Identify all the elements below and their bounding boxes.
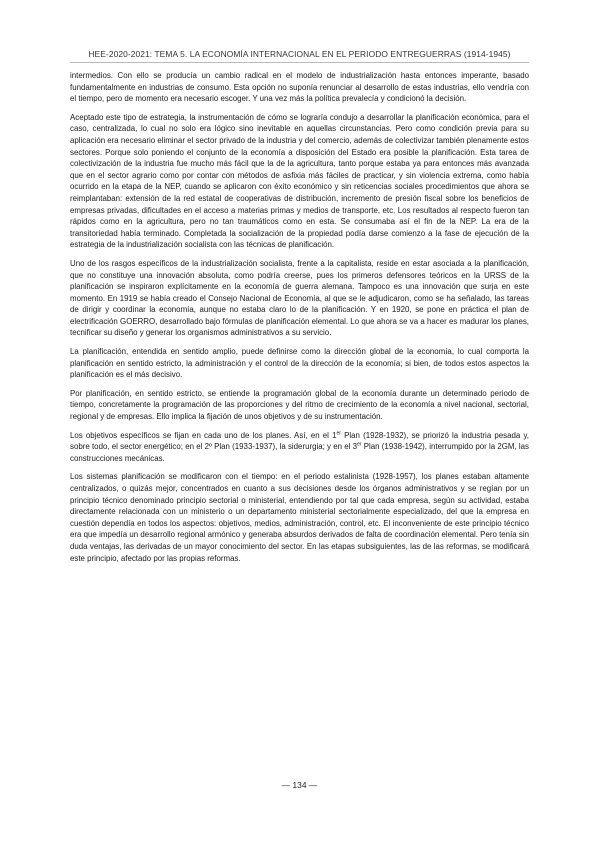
header-divider [70, 62, 529, 63]
paragraph-2: Aceptado este tipo de estrategia, la instrumentación de cómo se lograría condujo a desarrollar la planificación económica, para el caso, centralizada, lo cual no solo era lógico sino inevitable en aquellas circunstancias. Pero como condición previa para su aplicación era necesario eliminar el sector privado de la industria y del comercio, además de colectivizar también plenamente estos sectores. Porque solo poniendo el conjunto de la economía a disposición del Estado era posible la planificación. Esta tarea de colectivización de la industria fue mucho más fácil que la de la agricultura, tanto porque estaba ya para entonces más avanzada que en el sector agrario como por contar con métodos de asfixia más fáciles de practicar, y sin violencia extrema, como había ocurrido en la etapa de la NEP, cuando se aplicaron con éxito económico y sin reticencias sociales procedimientos que ahora se reimplantaban: extensión de la red estatal de cooperativas de distribución, incremento de presión fiscal sobre los beneficios de empresas privadas, dificultades en el acceso a materias primas y medios de transporte, etc. Los resultados al respecto fueron tan rápidos como en la agricultura, pero no tan traumáticos como en esta. Se consumaba así el fin de la NEP. La era de la transitoriedad había terminado. Completada la socialización de la propiedad podía darse comienzo a la fase de ejecución de la estrategia de la industrialización socialista con las técnicas de planificación. [70, 112, 529, 250]
paragraph-3: Uno de los rasgos específicos de la industrialización socialista, frente a la capitalista, reside en estar asociada a la planificación, que no constituye una innovación absoluta, como podría creerse, pues los primeros defensores teóricos en la URSS de la planificación se inspiraron explícitamente en la economía de guerra alemana. Tampoco es una innovación que surja en este momento. En 1919 se había creado el Consejo Nacional de Economía, al que se le adjudicaron, como se ha señalado, las tareas de dirigir y coordinar la economía, aunque no estaba claro lo de la planificación. Y en 1920, se pone en práctica el plan de electrificación GOERRO, desarrollado bajo fórmulas de planificación elemental. Lo que ahora se va a hacer es madurar los planes, tecnificar su diseño y generar los organismos administrativos a su servicio. [70, 258, 529, 338]
paragraph-4: La planificación, entendida en sentido amplio, puede definirse como la dirección global de la economía, lo cual comporta la planificación en sentido estricto, la administración y el control de la dirección de la economía; si bien, de todos estos aspectos la planificación es el más decisivo. [70, 347, 529, 380]
page-body [70, 70, 529, 571]
paragraph-6 [70, 430, 529, 465]
paragraph-6-part-c: Plan (1938-1942), interrumpido por la 2GM, las construcciones mecánicas. [70, 442, 529, 463]
paragraph-6-part-b: Plan (1928-1932), se priorizó la industria pesada y, sobre todo, el sector energético; en el 2º Plan (1933-1937), la siderurgia; y en el 3 [70, 430, 530, 452]
superscript-ordinal: er [357, 441, 362, 448]
page-number: — 134 — [281, 780, 318, 790]
paragraph-6-part-a: Los objetivos específicos se fijan en cada uno de los planes. Así, en el 1 [70, 430, 337, 440]
running-header: HEE-2020-2021: TEMA 5. LA ECONOMÍA INTERNACIONAL EN EL PERIODO ENTREGUERRAS (1914-1945) [88, 49, 511, 59]
superscript-ordinal: er [336, 430, 341, 436]
paragraph-5: Por planificación, en sentido estricto, se entiende la programación global de la economía durante un determinado periodo de tiempo, concretamente la programación de las proporciones y del ritmo de crecimiento de la economía a nivel nacional, sectorial, regional y de empresas. Ello implica la fijación de unos objetivos y de su instrumentación. [70, 388, 529, 422]
paragraph-7: Los sistemas planificación se modificaron con el tiempo: en el periodo estalinista (1928-1957), los planes estaban altamente centralizados, o quizás mejor, concentrados en cuanto a sus decisiones desde los órganos administrativos y se regían por un principio técnico denominado principio sectorial o ministerial, entendiendo por tal que cada empresa, según su actividad, estaba directamente relacionada con un ministerio o un departamento ministerial sectorialmente especializado, del que la empresa en cuestión dependía en todos los aspectos: objetivos, medios, administración, control, etc. El inconveniente de este principio técnico era que impedía un desarrollo regional armónico y generaba absurdos derivados de falta de coordinación elemental. Pero tenía sin duda ventajas, las derivadas de un mayor conocimiento del sector. En las etapas subsiguientes, las de las reformas, se modificará este principio, afectado por las propias reformas. [70, 472, 529, 563]
paragraph-1: intermedios. Con ello se producía un cambio radical en el modelo de industrialización hasta entonces imperante, basado fundamentalmente en industrias de consumo. Esta opción no suponía renunciar al desarrollo de estas industrias, ello vendría con el tiempo, pero de momento era necesario escoger. Y una vez más la política prevalecía y condicionó la decisión. [70, 71, 529, 104]
